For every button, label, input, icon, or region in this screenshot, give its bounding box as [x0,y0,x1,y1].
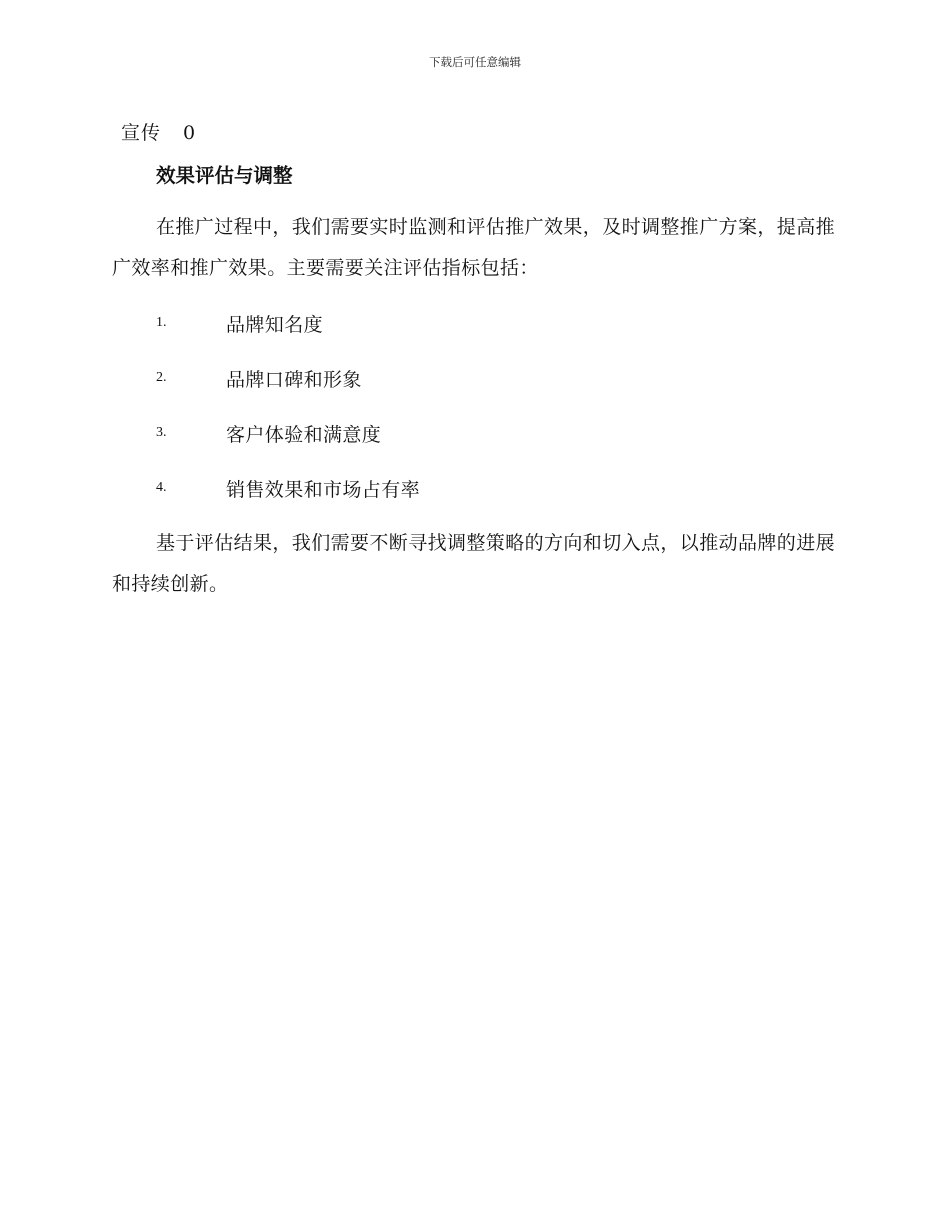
list-item [156,365,836,420]
list-item-number: 1. [156,315,167,330]
list-item [156,475,836,530]
metrics-list [156,310,836,530]
list-item-text: 品牌口碑和形象 [226,369,362,391]
list-item-text: 品牌知名度 [226,314,324,336]
list-item [156,310,836,365]
list-item-number: 4. [156,480,167,495]
list-item-number: 3. [156,425,167,440]
page-header: 下载后可任意编辑 [429,55,521,69]
list-item [156,420,836,475]
list-item-number: 2. [156,370,167,385]
conclusion-paragraph: 基于评估结果，我们需要不断寻找调整策略的方向和切入点，以推动品牌的进展和持续创新。 [112,532,836,595]
fragment-number: 0 [183,122,197,144]
fragment-label: 宣传 [121,122,162,144]
list-item-text: 客户体验和满意度 [226,424,382,446]
section-heading: 效果评估与调整 [156,164,293,187]
list-item-text: 销售效果和市场占有率 [226,479,421,501]
previous-section-fragment [121,118,196,145]
intro-paragraph: 在推广过程中，我们需要实时监测和评估推广效果，及时调整推广方案，提高推广效率和推广效果。主要需要关注评估指标包括： [112,216,836,279]
